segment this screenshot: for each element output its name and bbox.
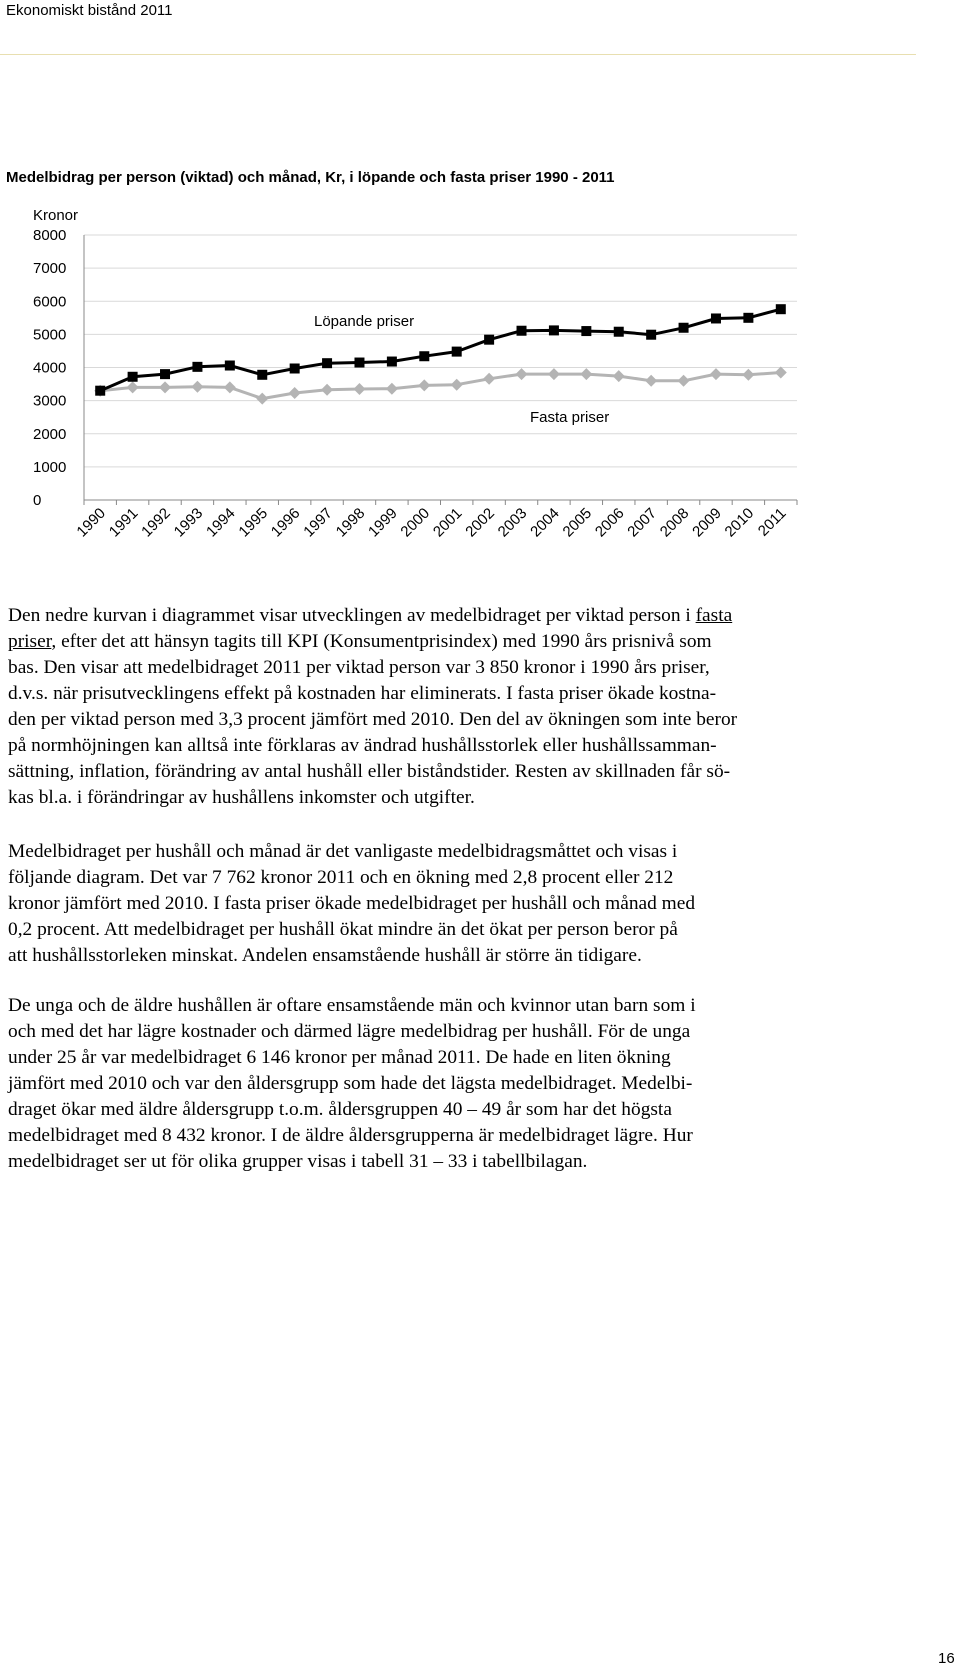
x-tick-label: 1991 [105, 504, 142, 541]
data-point-lopande [290, 363, 300, 373]
chart-gridlines [84, 235, 797, 467]
text-line [8, 943, 913, 969]
data-point-lopande [419, 351, 429, 361]
x-tick-label: 2000 [397, 504, 434, 541]
text-segment: kronor jämfört med 2010. I fasta priser ökade medelbidraget per hushåll och månad med [8, 893, 696, 914]
text-line [8, 1071, 913, 1097]
x-tick-label: 2002 [462, 504, 498, 541]
y-tick-label: 2000 [33, 425, 67, 443]
y-tick-label: 6000 [33, 293, 67, 311]
data-point-fasta [451, 379, 463, 391]
data-point-fasta [775, 366, 787, 378]
data-point-fasta [224, 381, 236, 393]
x-tick-label: 1990 [73, 504, 110, 541]
text-segment: den per viktad person med 3,3 procent jämfört med 2010. Den del av ökningen som inte beror [8, 709, 738, 730]
data-point-lopande [484, 335, 494, 345]
text-line [8, 603, 913, 629]
y-tick-labels [33, 207, 78, 509]
text-segment: medelbidraget med 8 432 kronor. I de äldre åldersgrupperna är medelbidraget lägre. Hur [8, 1125, 693, 1146]
data-point-lopande [128, 372, 138, 382]
x-tick-labels [73, 505, 789, 541]
text-segment: , efter det att hänsyn tagits till KPI (Konsumentprisindex) med 1990 års prisnivå som [51, 631, 712, 652]
body-paragraph-3 [8, 993, 913, 1175]
data-point-lopande [679, 323, 689, 333]
data-point-fasta [613, 370, 625, 382]
text-segment: Medelbidraget per hushåll och månad är det vanligaste medelbidragsmåttet och visas i [8, 841, 678, 862]
text-line [8, 1097, 913, 1123]
x-tick-label: 1997 [300, 504, 336, 541]
data-point-fasta [191, 381, 203, 393]
y-tick-label: 1000 [33, 458, 67, 476]
text-line [8, 629, 913, 655]
text-line [8, 1045, 913, 1071]
y-tick-label: 0 [33, 492, 42, 509]
text-line [8, 785, 913, 811]
data-point-fasta [483, 373, 495, 385]
y-axis-label: Kronor [33, 207, 79, 224]
line-chart [0, 200, 900, 600]
data-point-lopande [225, 361, 235, 371]
text-line [8, 733, 913, 759]
x-tick-label: 2001 [429, 504, 466, 541]
x-tick-label: 1999 [365, 504, 401, 541]
text-segment: bas. Den visar att medelbidraget 2011 per viktad person var 3 850 kronor i 1990 års priser, [8, 657, 710, 678]
annotation-lopande-priser: Löpande priser [314, 313, 415, 330]
data-point-fasta [678, 375, 690, 387]
chart-series [94, 304, 787, 404]
x-tick-label: 2007 [624, 504, 660, 541]
text-segment: sättning, inflation, förändring av antal hushåll eller biståndstider. Resten av skillnaden får sö- [8, 761, 731, 782]
data-point-fasta [418, 379, 430, 391]
data-point-fasta [742, 369, 754, 381]
text-segment: under 25 år var medelbidraget 6 146 kronor per månad 2011. De hade en liten ökning [8, 1047, 671, 1068]
data-point-lopande [711, 313, 721, 323]
data-point-fasta [353, 383, 365, 395]
text-segment: att hushållsstorleken minskat. Andelen ensamstående hushåll är större än tidigare. [8, 945, 642, 966]
chart-axes [84, 235, 797, 505]
text-line [8, 917, 913, 943]
text-segment: kas bl.a. i förändringar av hushållens inkomster och utgifter. [8, 787, 475, 808]
document-header-title: Ekonomiskt bistånd 2011 [6, 2, 173, 19]
data-point-lopande [452, 347, 462, 357]
x-tick-label: 2003 [494, 504, 531, 541]
text-segment: draget ökar med äldre åldersgrupp t.o.m. åldersgruppen 40 – 49 år som har det högsta [8, 1099, 672, 1120]
data-point-lopande [776, 304, 786, 314]
data-point-fasta [710, 368, 722, 380]
text-segment: följande diagram. Det var 7 762 kronor 2011 och en ökning med 2,8 procent eller 212 [8, 867, 674, 888]
data-point-fasta [289, 387, 301, 399]
text-line [8, 1123, 913, 1149]
data-point-lopande [517, 326, 527, 336]
header-divider [0, 54, 916, 55]
x-tick-label: 2004 [527, 504, 563, 541]
page-number: 16 [938, 1650, 955, 1667]
chart-title: Medelbidrag per person (viktad) och månad, Kr, i löpande och fasta priser 1990 - 2011 [6, 169, 615, 186]
data-point-lopande [646, 330, 656, 340]
text-line [8, 993, 913, 1019]
text-segment: jämfört med 2010 och var den åldersgrupp som hade det lägsta medelbidraget. Medelbi- [8, 1073, 693, 1094]
x-tick-label: 2011 [754, 504, 790, 540]
data-point-fasta [321, 384, 333, 396]
y-tick-label: 5000 [33, 326, 67, 344]
text-segment: och med det har lägre kostnader och därmed lägre medelbidrag per hushåll. För de unga [8, 1021, 691, 1042]
text-line [8, 655, 913, 681]
x-tick-label: 2010 [721, 504, 758, 541]
text-line [8, 865, 913, 891]
text-line [8, 759, 913, 785]
data-point-fasta [127, 381, 139, 393]
text-line [8, 707, 913, 733]
text-line [8, 839, 913, 865]
data-point-lopande [354, 358, 364, 368]
text-segment: medelbidraget ser ut för olika grupper visas i tabell 31 – 33 i tabellbilagan. [8, 1151, 588, 1172]
y-tick-label: 8000 [33, 227, 67, 244]
data-point-lopande [257, 370, 267, 380]
text-line [8, 891, 913, 917]
x-tick-label: 2009 [689, 504, 725, 541]
data-point-fasta [645, 375, 657, 387]
data-point-fasta [548, 368, 560, 380]
data-point-fasta [516, 368, 528, 380]
annotation-fasta-priser: Fasta priser [530, 409, 610, 426]
text-line [8, 1149, 913, 1175]
x-tick-label: 1994 [203, 504, 239, 541]
x-tick-label: 1993 [170, 504, 207, 541]
underlined-text: fasta [695, 605, 733, 626]
data-point-fasta [159, 381, 171, 393]
data-point-lopande [581, 326, 591, 336]
text-segment: 0,2 procent. Att medelbidraget per hushåll ökat mindre än det ökat per person beror på [8, 919, 678, 940]
body-paragraph-2 [8, 839, 913, 969]
x-tick-label: 1998 [332, 504, 369, 541]
text-segment: De unga och de äldre hushållen är oftare ensamstående män och kvinnor utan barn som i [8, 995, 696, 1016]
y-tick-label: 4000 [33, 359, 67, 377]
data-point-lopande [743, 313, 753, 323]
text-segment: d.v.s. när prisutvecklingens effekt på kostnaden har eliminerats. I fasta priser ökade kostna- [8, 683, 717, 704]
x-tick-label: 1995 [235, 504, 272, 541]
y-tick-label: 7000 [33, 260, 67, 278]
data-point-lopande [95, 386, 105, 396]
data-point-lopande [387, 357, 397, 367]
body-paragraph-1 [8, 603, 913, 811]
text-line [8, 1019, 913, 1045]
underlined-text: priser [8, 631, 52, 652]
x-tick-label: 1992 [138, 504, 174, 541]
x-tick-label: 2005 [559, 504, 596, 541]
data-point-lopande [322, 358, 332, 368]
x-tick-label: 2006 [591, 504, 628, 541]
data-point-fasta [256, 393, 268, 405]
series-line-fasta [100, 373, 781, 399]
data-point-fasta [386, 383, 398, 395]
x-tick-label: 1996 [267, 504, 304, 541]
data-point-lopande [614, 327, 624, 337]
data-point-fasta [580, 368, 592, 380]
text-segment: på normhöjningen kan alltså inte förklaras av ändrad hushållsstorlek eller hushållssamman- [8, 735, 717, 756]
data-point-lopande [549, 325, 559, 335]
data-point-lopande [192, 362, 202, 372]
text-line [8, 681, 913, 707]
x-tick-label: 2008 [656, 504, 693, 541]
y-tick-label: 3000 [33, 392, 67, 410]
text-segment: Den nedre kurvan i diagrammet visar utvecklingen av medelbidraget per viktad person i [8, 605, 696, 626]
series-line-lopande [100, 309, 781, 391]
data-point-lopande [160, 369, 170, 379]
